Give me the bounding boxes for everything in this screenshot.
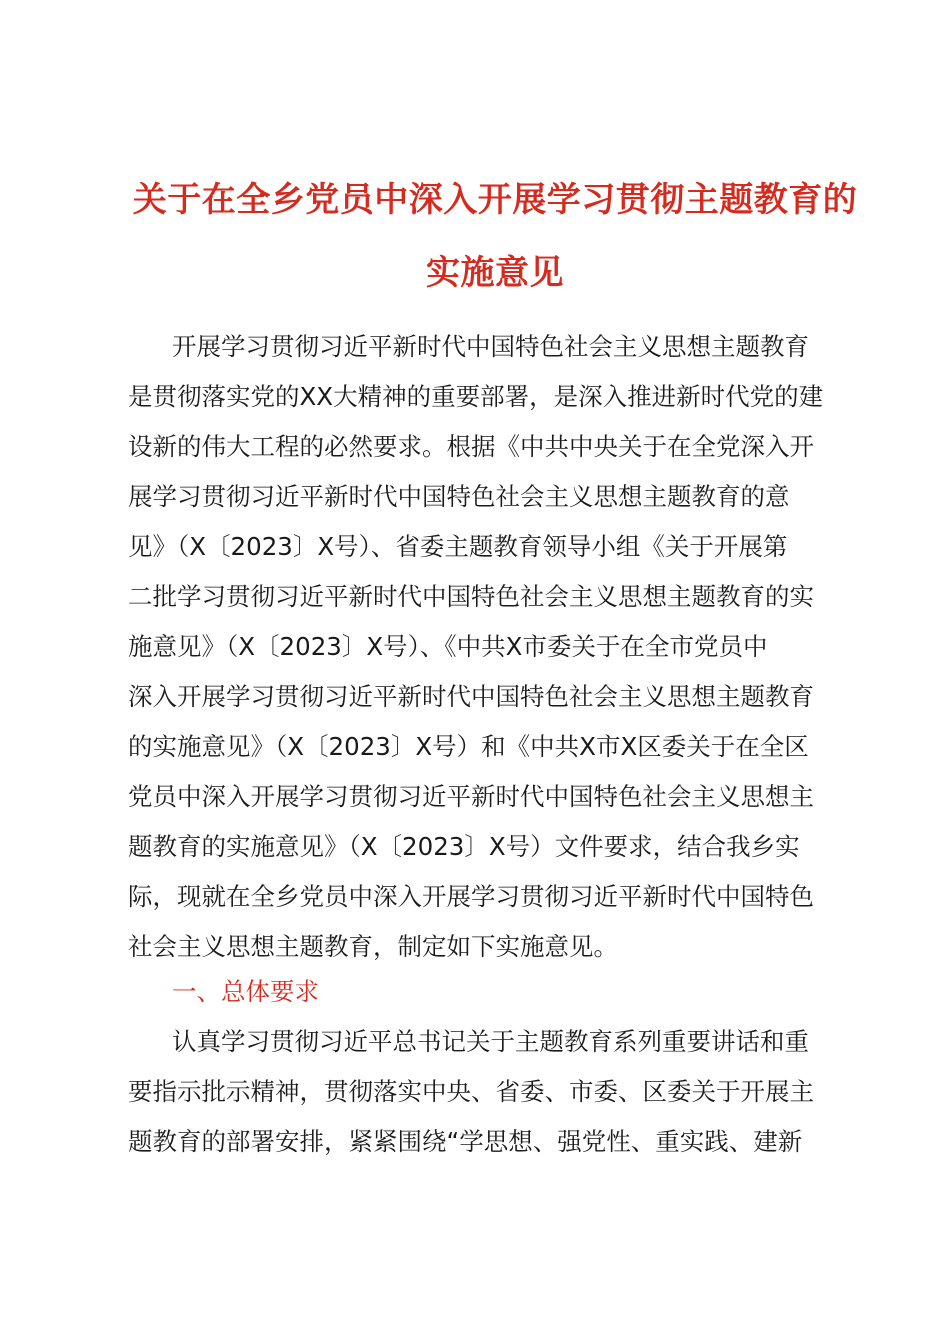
paragraph-line: 要指示批示精神，贯彻落实中央、省委、市委、区委关于开展主 bbox=[128, 1077, 814, 1106]
paragraph-line: 题教育的实施意见》（X〔2023〕X号）文件要求，结合我乡实 bbox=[128, 832, 800, 861]
section-heading: 一、总体要求 bbox=[172, 977, 319, 1006]
paragraph-line: 认真学习贯彻习近平总书记关于主题教育系列重要讲话和重 bbox=[172, 1027, 809, 1056]
paragraph-line: 设新的伟大工程的必然要求。根据《中共中央关于在全党深入开 bbox=[128, 432, 814, 461]
paragraph-line: 见》（X〔2023〕X号）、省委主题教育领导小组《关于开展第 bbox=[128, 532, 788, 561]
paragraph-line: 际，现就在全乡党员中深入开展学习贯彻习近平新时代中国特色 bbox=[128, 882, 814, 911]
paragraph-line: 党员中深入开展学习贯彻习近平新时代中国特色社会主义思想主 bbox=[128, 782, 814, 811]
paragraph-line: 施意见》（X〔2023〕X号）、《中共X市委关于在全市党员中 bbox=[128, 632, 768, 661]
paragraph-line: 深入开展学习贯彻习近平新时代中国特色社会主义思想主题教育 bbox=[128, 682, 814, 711]
paragraph-line: 的实施意见》（X〔2023〕X号）和《中共X市X区委关于在全区 bbox=[128, 732, 809, 761]
paragraph-line: 二批学习贯彻习近平新时代中国特色社会主义思想主题教育的实 bbox=[128, 582, 814, 611]
intro-paragraph bbox=[128, 322, 888, 972]
paragraph-line: 题教育的部署安排，紧紧围绕“学思想、强党性、重实践、建新 bbox=[128, 1127, 803, 1156]
document-title-line-2: 实施意见 bbox=[426, 253, 564, 293]
paragraph-line: 展学习贯彻习近平新时代中国特色社会主义思想主题教育的意 bbox=[128, 482, 790, 511]
paragraph-line: 开展学习贯彻习近平新时代中国特色社会主义思想主题教育 bbox=[172, 332, 809, 361]
document-title-line-1: 关于在全乡党员中深入开展学习贯彻主题教育的 bbox=[132, 180, 858, 220]
paragraph-line: 社会主义思想主题教育，制定如下实施意见。 bbox=[128, 932, 618, 961]
paragraph-line: 是贯彻落实党的XX大精神的重要部署，是深入推进新时代党的建 bbox=[128, 382, 824, 411]
section-paragraph bbox=[128, 1017, 888, 1167]
